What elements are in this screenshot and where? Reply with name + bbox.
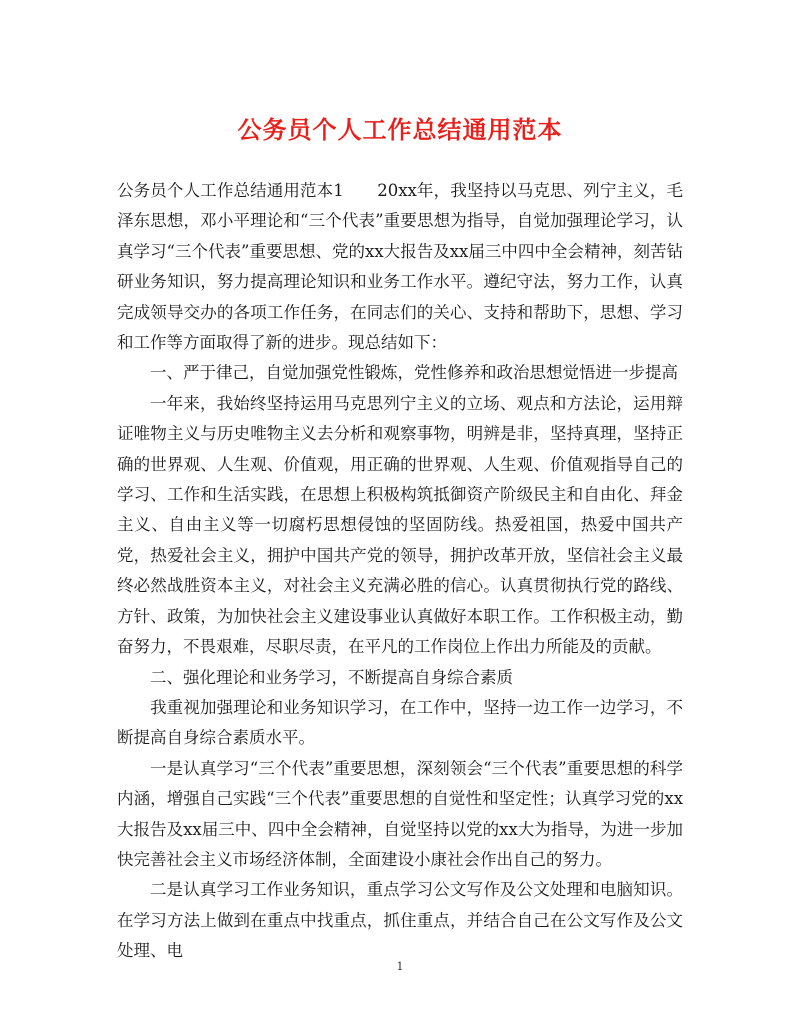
section-heading-1: 一、严于律己，自觉加强党性锻炼，党性修养和政治思想觉悟进一步提高 [150,363,678,383]
document-title: 公务员个人工作总结通用范本 [237,115,563,144]
paragraph-intro: 公务员个人工作总结通用范本1 20xx年，我坚持以马克思、列宁主义，毛泽东思想，邓小平理论和“三个代表”重要思想为指导，自觉加强理论学习，认真学习“三个代表”重要思想、党的xx大报告及xx届三中四中全会精神，刻苦钻研业务知识，努力提高理论知识和业务工作水平。遵纪守法，努力工作，认真完成领导交办的各项工作任务，在同志们的关心、支持和帮助下，思想、学习和工作等方面取得了新的进步。现总结如下： [117,181,683,353]
paragraph-point-1: 一是认真学习“三个代表”重要思想，深刻领会“三个代表”重要思想的科学内涵，增强自己实践“三个代表”重要思想的自觉性和坚定性；认真学习党的xx大报告及xx届三中、四中全会精神，自觉坚持以党的xx大为指导，为进一步加快完善社会主义市场经济体制，全面建设小康社会作出自己的努力。 [117,758,683,869]
paragraph-point-2: 二是认真学习工作业务知识，重点学习公文写作及公文处理和电脑知识。在学习方法上做到在重点中找重点，抓住重点，并结合自己在公文写作及公文处理、电 [117,880,683,961]
section-heading-2: 二、强化理论和业务学习，不断提高自身综合素质 [150,667,513,687]
paragraph-section-2-intro: 我重视加强理论和业务知识学习，在工作中，坚持一边工作一边学习，不断提高自身综合素质水平。 [117,697,683,748]
page-number: 1 [396,960,404,973]
document-body [117,176,683,967]
paragraph-section-1: 一年来，我始终坚持运用马克思列宁主义的立场、观点和方法论，运用辩证唯物主义与历史唯物主义去分析和观察事物，明辨是非，坚持真理，坚持正确的世界观、人生观、价值观，用正确的世界观、人生观、价值观指导自己的学习、工作和生活实践，在思想上积极构筑抵御资产阶级民主和自由化、拜金主义、自由主义等一切腐朽思想侵蚀的坚固防线。热爱祖国，热爱中国共产党，热爱社会主义，拥护中国共产党的领导，拥护改革开放，坚信社会主义最终必然战胜资本主义，对社会主义充满必胜的信心。认真贯彻执行党的路线、方针、政策，为加快社会主义建设事业认真做好本职工作。工作积极主动，勤奋努力，不畏艰难，尽职尽责，在平凡的工作岗位上作出力所能及的贡献。 [117,393,683,657]
